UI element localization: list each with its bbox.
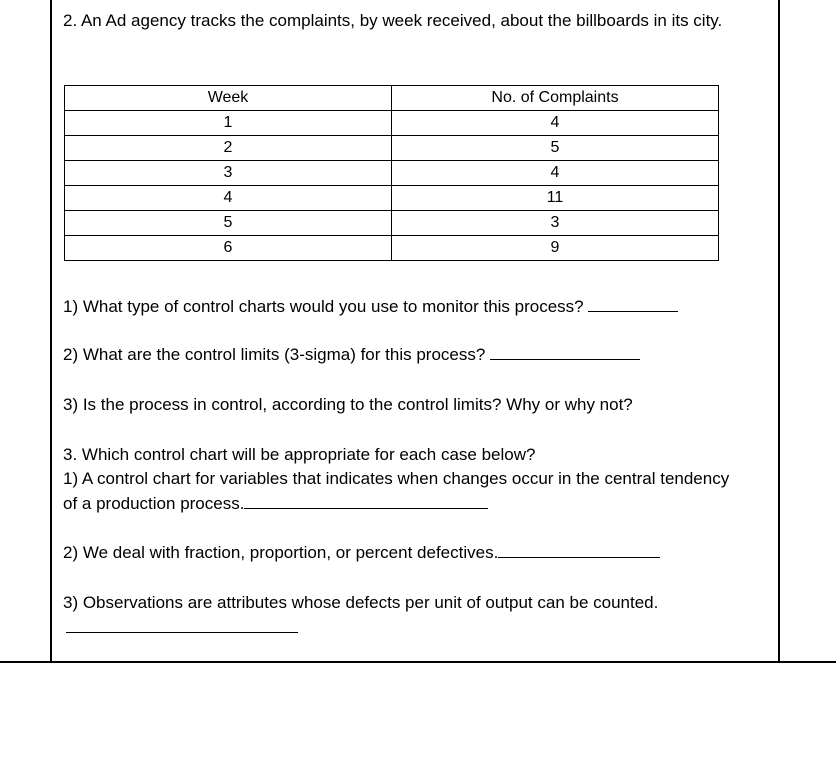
question-2-text: 2) What are the control limits (3-sigma) for this process? (63, 345, 486, 364)
section-3-item-3 (63, 590, 658, 615)
cell-week: 5 (65, 211, 392, 236)
answer-blank-2[interactable] (490, 343, 640, 360)
answer-blank-s3-2[interactable] (498, 541, 660, 558)
right-border (778, 0, 780, 663)
table-row (65, 236, 719, 261)
table-row (65, 211, 719, 236)
cell-week: 4 (65, 186, 392, 211)
header-week: Week (65, 86, 392, 111)
cell-week: 6 (65, 236, 392, 261)
question-3 (63, 392, 633, 417)
section-3-item-1 (63, 466, 733, 516)
problem-heading (63, 8, 763, 33)
table-row (65, 111, 719, 136)
question-3-text: 3) Is the process in control, according to the control limits? Why or why not? (63, 395, 633, 414)
cell-week: 3 (65, 161, 392, 186)
section-3-item-1-text: 1) A control chart for variables that indicates when changes occur in the central tendency of a production process. (63, 469, 730, 513)
cell-complaints: 4 (392, 111, 719, 136)
cell-complaints: 4 (392, 161, 719, 186)
problem-text: 2. An Ad agency tracks the complaints, by week received, about the billboards in its city. (63, 11, 723, 30)
question-1-text: 1) What type of control charts would you use to monitor this process? (63, 297, 584, 316)
cell-complaints: 5 (392, 136, 719, 161)
answer-blank-1[interactable] (588, 295, 678, 312)
complaints-table (64, 85, 719, 261)
bottom-border (0, 661, 836, 663)
answer-blank-s3-3[interactable] (66, 632, 298, 633)
header-complaints: No. of Complaints (392, 86, 719, 111)
cell-complaints: 11 (392, 186, 719, 211)
cell-week: 2 (65, 136, 392, 161)
cell-complaints: 3 (392, 211, 719, 236)
cell-complaints: 9 (392, 236, 719, 261)
table-row (65, 161, 719, 186)
section-3-item-2 (63, 540, 660, 565)
question-2 (63, 342, 640, 367)
cell-week: 1 (65, 111, 392, 136)
section-3-heading-text: 3. Which control chart will be appropriate for each case below? (63, 445, 536, 464)
section-3-heading (63, 442, 535, 467)
section-3-item-3-text: 3) Observations are attributes whose defects per unit of output can be counted. (63, 593, 659, 612)
left-border (50, 0, 52, 663)
answer-blank-s3-1[interactable] (244, 492, 488, 509)
table-header-row (65, 86, 719, 111)
table-row (65, 136, 719, 161)
question-1 (63, 294, 678, 319)
section-3-item-2-text: 2) We deal with fraction, proportion, or percent defectives. (63, 543, 499, 562)
table-row (65, 186, 719, 211)
